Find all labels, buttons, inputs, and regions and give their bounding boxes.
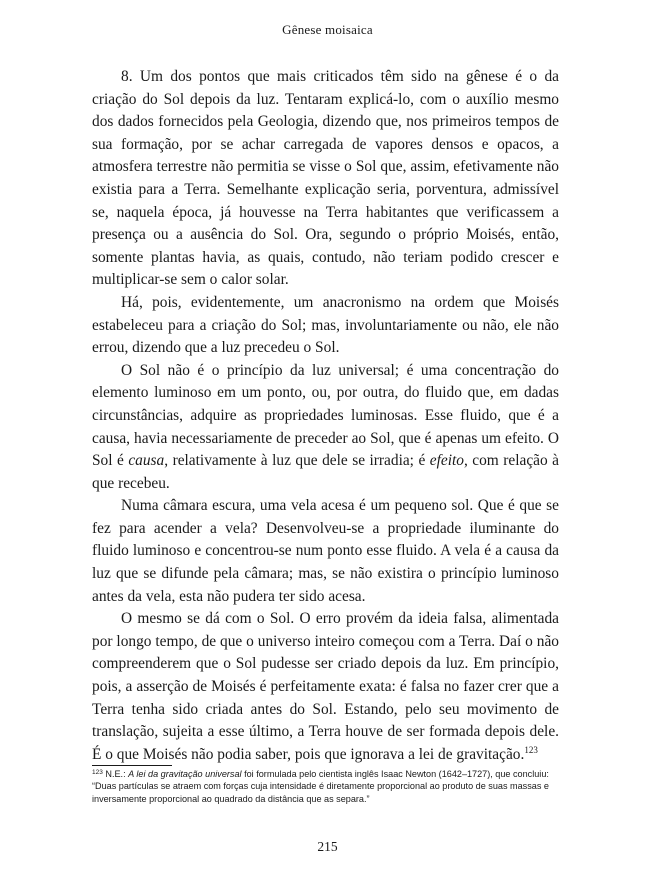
paragraph-text: Há, pois, evidentemente, um anacronismo na ordem que Moisés estabeleceu para a criação do Sol; mas, involuntariamente ou não, ele não errou, dizendo que a luz precedeu o Sol.: [92, 293, 559, 357]
footnote-number: 123: [92, 769, 103, 776]
running-header: Gênese moisaica: [282, 22, 373, 37]
paragraph: [92, 292, 559, 360]
footnote: [92, 768, 559, 805]
paragraph-text: O Sol não é o princípio da luz universal; é uma concentração do elemento luminoso em um ponto, ou, por outra, do fluido que, em dadas circunstâncias, adquire as propriedades luminosas. Esse fluido, que é a causa, havia necessariamente de preceder ao Sol, que é apenas um efeito. O Sol é: [92, 361, 559, 470]
footnote-body: [92, 768, 559, 805]
paragraph-text: 8. Um dos pontos que mais criticados têm sido na gênese é o da criação do Sol depois da luz. Tentaram explicá-lo, com o auxílio mesmo dos dados fornecidos pela Geologia, dizendo que, nos primeiros tempos de sua formação, por se achar carregada de vapores densos e opacos, a atmosfera terrestre não permitia se visse o Sol que, assim, efetivamente não existia para a Terra. Semelhante explicação seria, porventura, admissível se, naquela época, já houvesse na Terra habitantes que verificassem a presença ou a ausência do Sol. Ora, segundo o próprio Moisés, então, somente plantas havia, as quais, contudo, não teriam podido crescer e multiplicar-se sem o calor solar.: [92, 68, 559, 289]
paragraph-text: , com relação à que recebeu.: [92, 452, 559, 492]
paragraph-text: , relativamente à luz que dele se irradia; é: [164, 452, 430, 470]
footnote-reference[interactable]: 123: [524, 744, 538, 755]
footnote-text: foi formulada pelo cientista inglês Isaac Newton (1642–1727), que concluiu: “Duas partículas se atraem com forças cuja intensidade é diretamente proporcional ao produto de suas massas e inversamente proporcional ao quadrado da distância que as separa.”: [92, 769, 549, 804]
page-number: 215: [317, 839, 338, 854]
emphasis-causa: causa: [128, 452, 165, 470]
paragraph: [92, 360, 559, 496]
footnote-prefix: N.E.:: [105, 769, 129, 779]
paragraph-text: Numa câmara escura, uma vela acesa é um pequeno sol. Que é que se fez para acender a vela? Desenvolveu-se a propriedade iluminante do fluido luminoso e concentrou-se num ponto esse fluido. A vela é a causa da luz que se difunde pela câmara; mas, se não existira o princípio luminoso antes da vela, esta não pudera ter sido acesa.: [92, 497, 559, 605]
footnote-divider: [92, 765, 172, 766]
paragraph: [92, 495, 559, 608]
paragraph-8: [92, 66, 559, 292]
main-text: [92, 66, 559, 766]
paragraph: [92, 608, 559, 766]
paragraph-text: O mesmo se dá com o Sol. O erro provém da ideia falsa, alimentada por longo tempo, de que o universo inteiro começou com a Terra. Daí o não compreenderem que o Sol pudesse ser criado depois da luz. Em princípio, pois, a asserção de Moisés é perfeitamente exata: é falsa no fazer crer que a Terra tenha sido criada antes do Sol. Estando, pelo seu movimento de translação, sujeita a esse último, a Terra houve de ser formada depois dele. É o que Moisés não podia saber, pois que ignorava a lei de gravitação.: [92, 610, 559, 763]
footnote-emphasis: A lei da gravitação universal: [128, 769, 242, 779]
emphasis-efeito: efeito: [429, 452, 464, 470]
